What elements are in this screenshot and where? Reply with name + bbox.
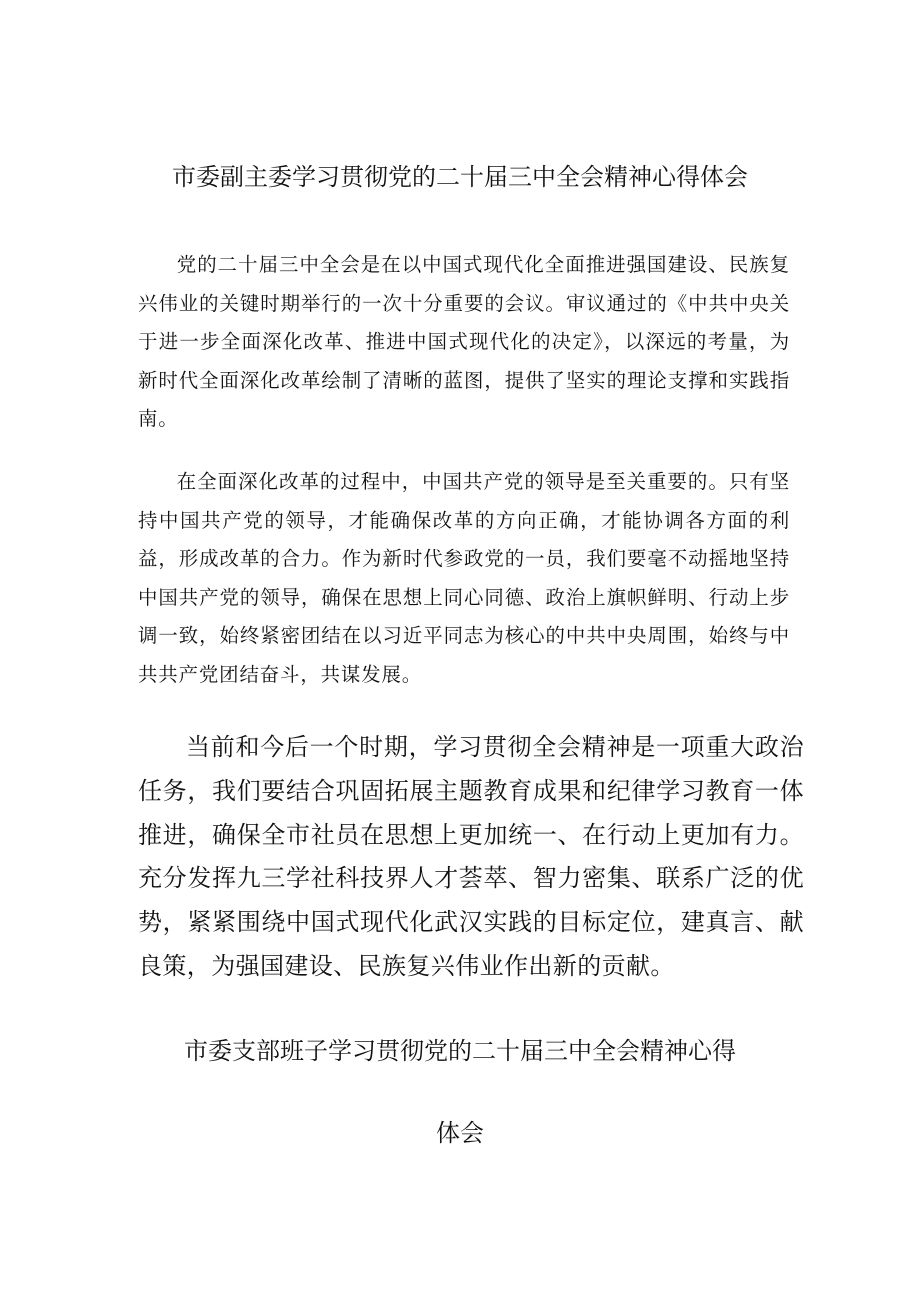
paragraph-1: 党的二十届三中全会是在以中国式现代化全面推进强国建设、民族复兴伟业的关键时期举行的一次十分重要的会议。审议通过的《中共中央关于进一步全面深化改革、推进中国式现代化的决定》，以深远的考量，为新时代全面深化改革绘制了清晰的蓝图，提供了坚实的理论支撑和实践指南。 [138, 253, 790, 431]
second-title-line-1: 市委支部班子学习贯彻党的二十届三中全会精神心得 [184, 1037, 736, 1065]
document-title: 市委副主委学习贯彻党的二十届三中全会精神心得体会 [172, 163, 748, 191]
second-title-line-2: 体会 [436, 1119, 484, 1147]
paragraph-3: 当前和今后一个时期，学习贯彻全会精神是一项重大政治任务，我们要结合巩固拓展主题教育成果和纪律学习教育一体推进，确保全市社员在思想上更加统一、在行动上更加有力。充分发挥九三学社科技界人才荟萃、智力密集、联系广泛的优势，紧紧围绕中国式现代化武汉实践的目标定位，建真言、献良策，为强国建设、民族复兴伟业作出新的贡献。 [138, 733, 804, 980]
paragraph-2: 在全面深化改革的过程中，中国共产党的领导是至关重要的。只有坚持中国共产党的领导，才能确保改革的方向正确，才能协调各方面的利益，形成改革的合力。作为新时代参政党的一员，我们要毫不动摇地坚持中国共产党的领导，确保在思想上同心同德、政治上旗帜鲜明、行动上步调一致，始终紧密团结在以习近平同志为核心的中共中央周围，始终与中共共产党团结奋斗，共谋发展。 [138, 470, 790, 686]
